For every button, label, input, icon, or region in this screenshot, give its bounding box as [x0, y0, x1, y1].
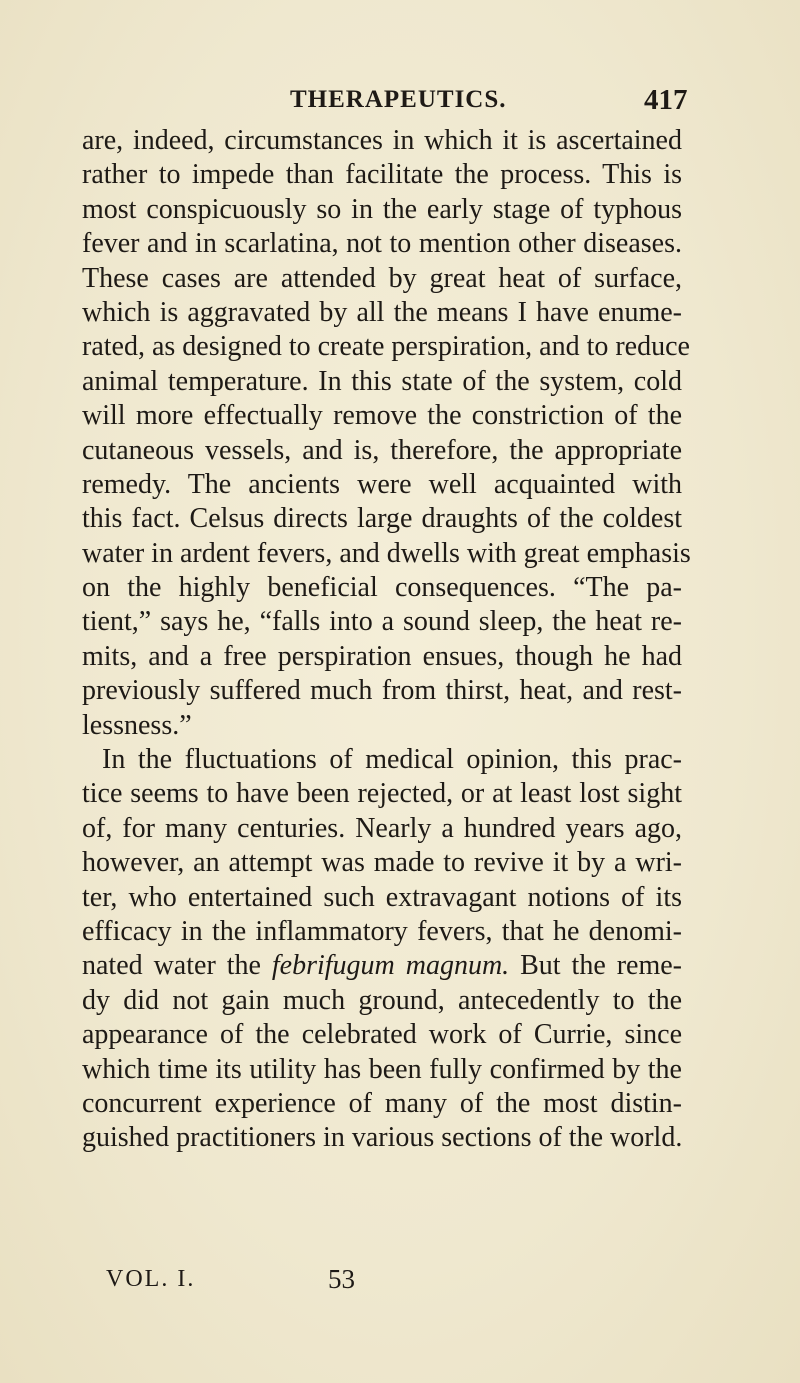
text-line: guished practitioners in various sections of the world. [82, 1122, 683, 1154]
text-line: concurrent experience of many of the most distin- [82, 1087, 682, 1119]
italic-phrase: febrifugum magnum. [271, 950, 510, 982]
text-line: water in ardent fevers, and dwells with great emphasis [82, 537, 691, 569]
running-head [0, 86, 800, 120]
text-line: animal temperature. In this state of the system, cold [82, 365, 682, 397]
text-line: previously suffered much from thirst, heat, and rest- [82, 675, 682, 707]
text-line: tient,” says he, “falls into a sound sleep, the heat re- [82, 606, 682, 638]
text-line: of, for many centuries. Nearly a hundred years ago, [82, 812, 682, 844]
text-line: this fact. Celsus directs large draughts of the coldest [82, 503, 682, 535]
text-line: mits, and a free perspiration ensues, though he had [82, 640, 682, 672]
text-line: dy did not gain much ground, antecedently to the [82, 984, 682, 1016]
text-line: which time its utility has been fully confirmed by the [82, 1053, 682, 1085]
text-line: are, indeed, circumstances in which it is ascertained [82, 125, 682, 156]
text-line: tice seems to have been rejected, or at least lost sight [82, 778, 682, 810]
body-text [82, 124, 691, 1156]
text-line: rated, as designed to create perspiration, and to reduce [82, 331, 690, 363]
text-line: These cases are attended by great heat of surface, [82, 262, 682, 294]
page-footer [0, 1266, 800, 1302]
text-line: rather to impede than facilitate the process. This is [82, 159, 682, 191]
running-title: THERAPEUTICS. [290, 86, 507, 113]
text-line: most conspicuously so in the early stage of typhous [82, 193, 682, 225]
text-line: fever and in scarlatina, not to mention other diseases. [82, 228, 682, 260]
text-line: ter, who entertained such extravagant notions of its [82, 881, 682, 913]
paragraph-start-line: In the fluctuations of medical opinion, this prac- [102, 744, 682, 776]
paragraph-end-line: lessness.” [82, 709, 192, 741]
text-line: on the highly beneficial consequences. “The pa- [82, 572, 682, 604]
signature-number: 53 [328, 1264, 355, 1294]
text-line: remedy. The ancients were well acquainted with [82, 468, 682, 500]
volume-signature: VOL. I. [106, 1266, 196, 1292]
page-number: 417 [644, 84, 688, 116]
text-line: which is aggravated by all the means I have enume- [82, 296, 682, 328]
text-line: will more effectually remove the constriction of the [82, 400, 682, 432]
text-line: however, an attempt was made to revive it by a wri- [82, 847, 682, 879]
text-segment: But the reme- [509, 950, 682, 982]
text-line-with-italic [82, 949, 682, 983]
text-line: appearance of the celebrated work of Currie, since [82, 1019, 682, 1051]
text-line: cutaneous vessels, and is, therefore, the appropriate [82, 434, 682, 466]
text-segment: nated water the [82, 950, 272, 982]
text-line: efficacy in the inflammatory fevers, that he denomi- [82, 915, 682, 947]
